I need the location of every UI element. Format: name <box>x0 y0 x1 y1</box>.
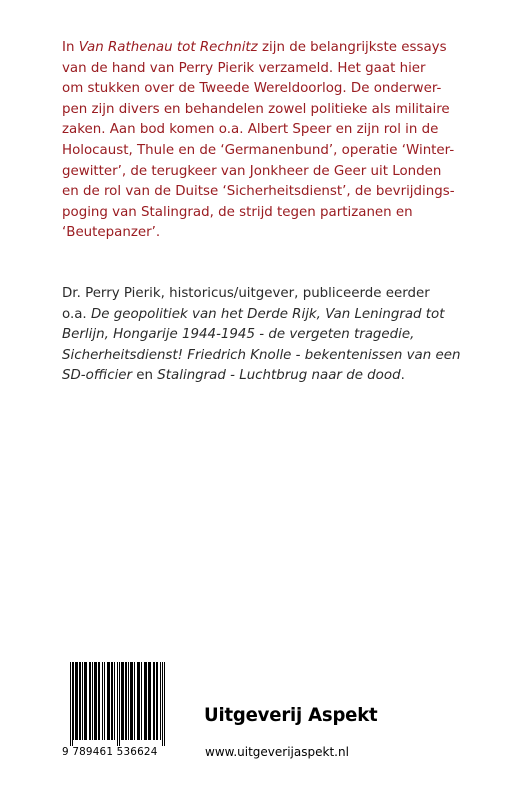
text-segment: en de rol van de Duitse ‘Sicherheitsdienst’, de bevrijdings- <box>62 184 455 200</box>
bio-line <box>62 305 482 326</box>
back-cover-blurb <box>62 38 482 244</box>
barcode-bar <box>164 662 165 746</box>
barcode-bar <box>160 662 161 740</box>
barcode-bar <box>148 662 151 740</box>
barcode-bar <box>94 662 97 740</box>
barcode-bar <box>111 662 113 740</box>
italic-title-text: Sicherheitsdienst! Friedrich Knolle - bekentenissen van een <box>62 347 461 363</box>
blurb-line <box>62 100 482 121</box>
barcode-bar <box>141 662 142 740</box>
text-segment: zijn de belangrijkste essays <box>257 40 447 55</box>
barcode-bar <box>82 662 83 740</box>
isbn-barcode <box>62 662 180 766</box>
blurb-line <box>62 79 482 100</box>
barcode-bar <box>130 662 133 740</box>
barcode-bar <box>73 662 74 740</box>
text-segment: Holocaust, Thule en de ‘Germanenbund’, operatie ‘Winter- <box>62 142 455 158</box>
barcode-bar <box>72 662 73 746</box>
barcode-bar <box>70 662 71 746</box>
barcode-bar <box>117 662 118 746</box>
barcode-bar <box>84 662 87 740</box>
blurb-line <box>62 141 482 162</box>
italic-title-text: Van Rathenau tot Rechnitz <box>78 40 258 55</box>
text-segment: van de hand van Perry Pierik verzameld. Het gaat hier <box>62 60 426 76</box>
barcode-bar <box>162 662 163 746</box>
blurb-line <box>62 162 482 183</box>
bio-line <box>62 284 482 305</box>
barcode-bar <box>114 662 115 740</box>
blurb-line <box>62 203 482 224</box>
barcode-bar <box>102 662 103 740</box>
italic-title-text: SD-officier <box>62 368 133 384</box>
text-segment: Dr. Perry Pierik, historicus/uitgever, publiceerde eerder <box>62 286 430 301</box>
barcode-bar <box>119 662 120 746</box>
text-segment: In <box>62 40 79 55</box>
author-bio <box>62 284 482 387</box>
barcode-bar <box>104 662 105 740</box>
blurb-line <box>62 120 482 141</box>
barcode-bar <box>134 662 135 740</box>
text-segment: gewitter’, de terugkeer van Jonkheer de Geer uit Londen <box>62 163 442 179</box>
bio-line <box>62 366 482 387</box>
bio-line <box>62 325 482 346</box>
isbn-number: 9 789461 536624 <box>62 746 158 758</box>
blurb-line <box>62 182 482 203</box>
text-segment: en <box>132 368 158 384</box>
blurb-line <box>62 59 482 80</box>
text-segment: zaken. Aan bod komen o.a. Albert Speer en zijn rol in de <box>62 122 439 138</box>
italic-title-text: De geopolitiek van het Derde Rijk, Van Leningrad tot <box>90 306 445 322</box>
barcode-bar <box>107 662 110 740</box>
publisher-website: www.uitgeverijaspekt.nl <box>205 745 349 759</box>
publisher-name: Uitgeverij Aspekt <box>204 704 378 726</box>
blurb-line <box>62 223 482 244</box>
barcode-bar <box>98 662 100 740</box>
barcode-bar <box>92 662 93 740</box>
italic-title-text: Stalingrad - Luchtbrug naar de dood <box>157 368 401 384</box>
text-segment: . <box>400 368 405 384</box>
barcode-bar <box>153 662 155 740</box>
italic-title-text: Berlijn, Hongarije 1944-1945 - de vergeten tragedie, <box>62 327 415 343</box>
text-segment: om stukken over de Tweede Wereldoorlog. De onderwer- <box>62 81 442 97</box>
barcode-bar <box>156 662 158 740</box>
bio-line <box>62 346 482 367</box>
text-segment: o.a. <box>62 306 91 322</box>
text-segment: ‘Beutepanzer’. <box>62 225 161 241</box>
barcode-bar <box>144 662 147 740</box>
barcode-bar <box>137 662 140 740</box>
barcode-bar <box>89 662 91 740</box>
barcode-bars <box>62 662 180 746</box>
blurb-line <box>62 38 482 59</box>
barcode-bar <box>79 662 81 740</box>
text-segment: poging van Stalingrad, de strijd tegen partizanen en <box>62 204 413 220</box>
barcode-bar <box>128 662 129 740</box>
barcode-bar <box>125 662 127 740</box>
barcode-bar <box>75 662 78 740</box>
barcode-bar <box>121 662 124 740</box>
text-segment: pen zijn divers en behandelen zowel politieke als militaire <box>62 101 450 117</box>
